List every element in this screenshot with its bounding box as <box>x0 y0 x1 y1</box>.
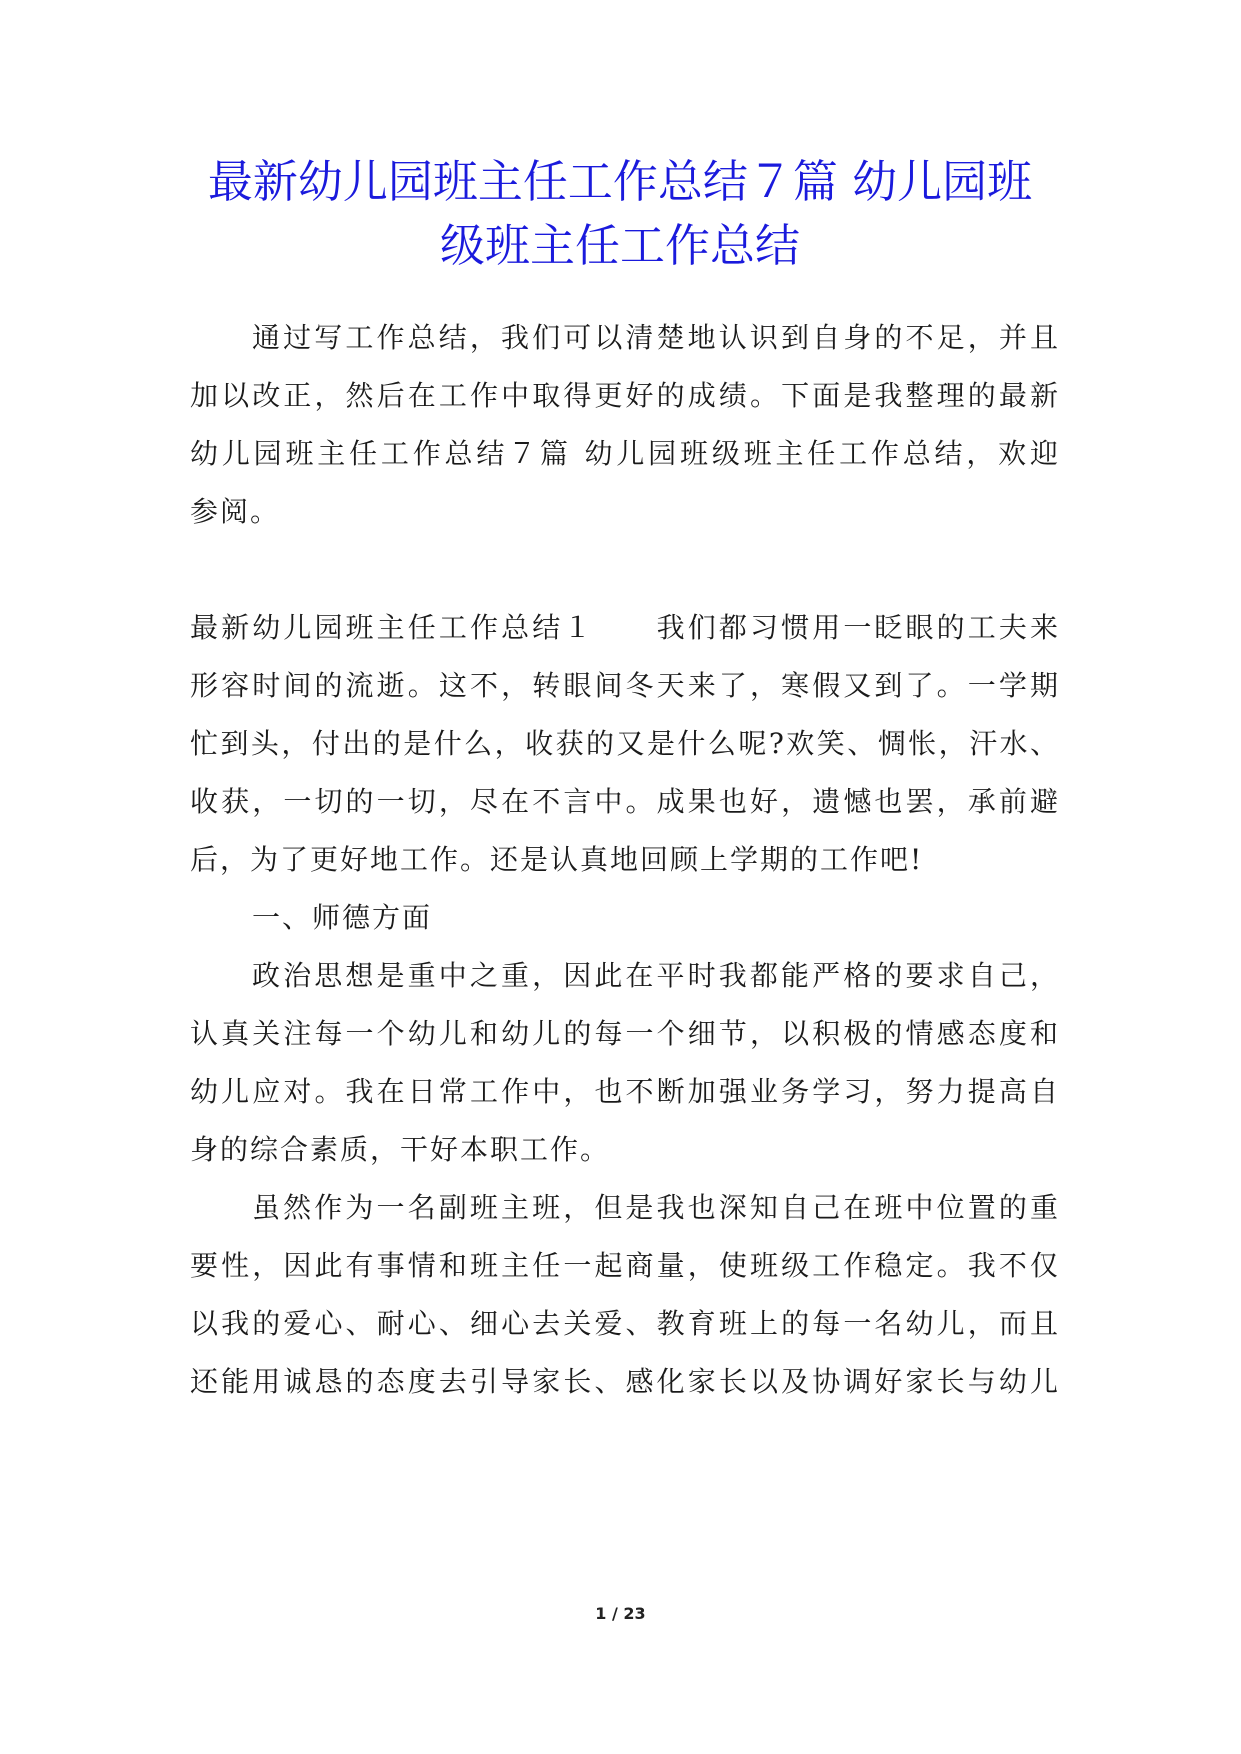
intro-line-4: 参阅。 <box>190 495 281 528</box>
section1-line-1: 最新幼儿园班主任工作总结１ 我们都习惯用一眨眼的工夫来 <box>190 611 1060 644</box>
title-line-1: 最新幼儿园班主任工作总结７篇 幼儿园班 <box>207 155 1033 208</box>
section1-line-5: 后，为了更好地工作。还是认真地回顾上学期的工作吧! <box>190 843 924 876</box>
section1-line-4: 收获，一切的一切，尽在不言中。成果也好，遗憾也罢，承前避 <box>190 785 1060 818</box>
intro-line-3: 幼儿园班主任工作总结７篇 幼儿园班级班主任工作总结，欢迎 <box>190 437 1060 470</box>
document-title <box>180 150 1060 278</box>
title-line-2: 级班主任工作总结 <box>439 219 800 272</box>
para2-line-1: 政治思想是重中之重，因此在平时我都能严格的要求自己， <box>252 959 1060 992</box>
section1-line-2: 形容时间的流逝。这不，转眼间冬天来了，寒假又到了。一学期 <box>190 669 1060 702</box>
section1-line-3: 忙到头，付出的是什么，收获的又是什么呢?欢笑、惆怅，汗水、 <box>190 727 1060 760</box>
para3-line-3: 以我的爱心、耐心、细心去关爱、教育班上的每一名幼儿，而且 <box>190 1307 1060 1340</box>
page-number: 1 / 23 <box>595 1604 646 1623</box>
para2-line-3: 幼儿应对。我在日常工作中，也不断加强业务学习，努力提高自 <box>190 1075 1060 1108</box>
para3-line-2: 要性，因此有事情和班主任一起商量，使班级工作稳定。我不仅 <box>190 1249 1060 1282</box>
para3-line-1: 虽然作为一名副班主班，但是我也深知自己在班中位置的重 <box>252 1191 1060 1224</box>
para2-line-4: 身的综合素质，干好本职工作。 <box>190 1133 611 1166</box>
intro-line-1: 通过写工作总结，我们可以清楚地认识到自身的不足，并且 <box>252 321 1060 354</box>
section-heading-ethics: 一、师德方面 <box>252 901 433 934</box>
intro-line-2: 加以改正，然后在工作中取得更好的成绩。下面是我整理的最新 <box>190 379 1060 412</box>
para2-line-2: 认真关注每一个幼儿和幼儿的每一个细节，以积极的情感态度和 <box>190 1017 1060 1050</box>
para3-line-4: 还能用诚恳的态度去引导家长、感化家长以及协调好家长与幼儿 <box>190 1365 1060 1398</box>
